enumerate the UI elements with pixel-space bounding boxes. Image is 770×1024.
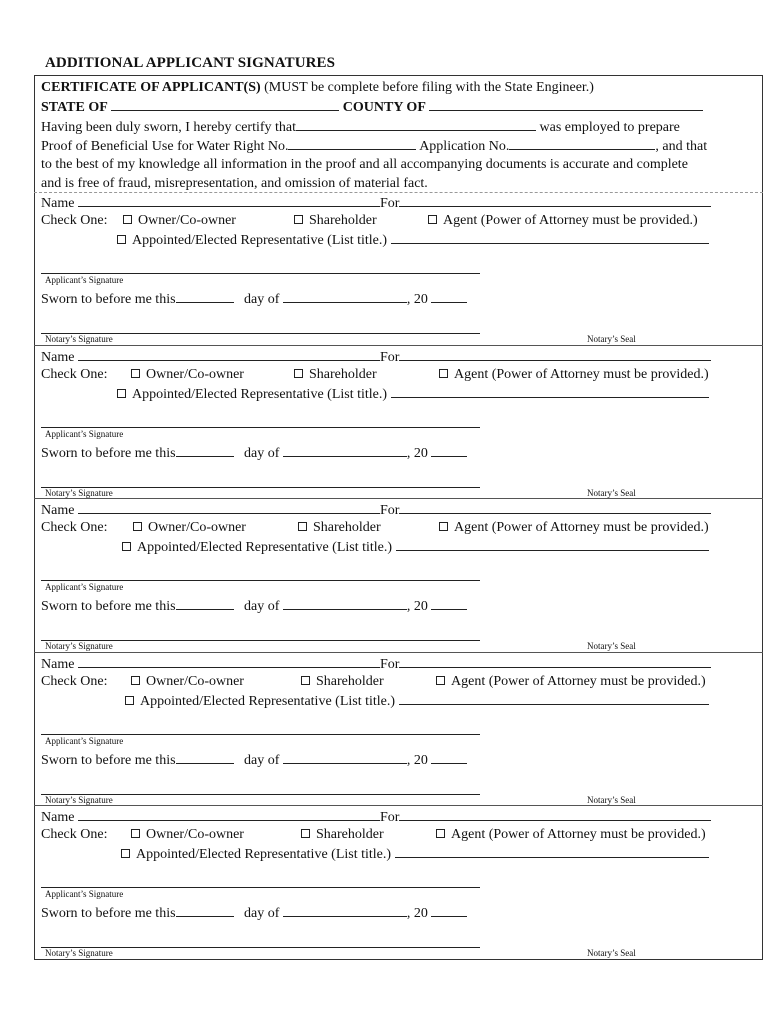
- year-prefix-label: , 20: [406, 446, 428, 461]
- appointed-checkbox-option[interactable]: [117, 385, 709, 403]
- name-field[interactable]: [78, 808, 380, 821]
- notary-seal-label: Notary’s Seal: [587, 948, 636, 958]
- shareholder-checkbox-option[interactable]: [298, 519, 381, 536]
- name-label: Name: [41, 657, 75, 672]
- agent-label: Agent (Power of Attorney must be provided.): [454, 367, 709, 382]
- applicant-signature-line[interactable]: [41, 427, 480, 428]
- name-field[interactable]: [78, 194, 380, 207]
- applicant-signature-label: Applicant’s Signature: [45, 275, 124, 285]
- shareholder-checkbox-option[interactable]: [294, 366, 377, 383]
- state-label: STATE OF: [41, 100, 108, 115]
- representative-title-field[interactable]: [396, 538, 709, 551]
- agent-checkbox[interactable]: [439, 522, 448, 531]
- owner-checkbox[interactable]: [131, 676, 140, 685]
- agent-label: Agent (Power of Attorney must be provided.): [451, 674, 706, 689]
- check-one-label: Check One:: [41, 674, 108, 689]
- owner-label: Owner/Co-owner: [146, 674, 244, 689]
- shareholder-label: Shareholder: [313, 520, 381, 535]
- sworn-month-field[interactable]: [283, 444, 407, 457]
- certificate-heading: CERTIFICATE OF APPLICANT(S): [41, 80, 261, 95]
- day-of-label: day of: [244, 753, 280, 768]
- owner-checkbox-option[interactable]: [133, 519, 246, 536]
- applicant-signature-line[interactable]: [41, 580, 480, 581]
- representative-title-field[interactable]: [399, 692, 709, 705]
- shareholder-checkbox[interactable]: [294, 215, 303, 224]
- agent-checkbox[interactable]: [436, 829, 445, 838]
- sworn-day-field[interactable]: [176, 751, 234, 764]
- applicant-signature-label: Applicant’s Signature: [45, 889, 124, 899]
- application-no-field[interactable]: [509, 137, 655, 150]
- applicant-signature-line[interactable]: [41, 273, 480, 274]
- state-county-row: [41, 98, 703, 116]
- agent-checkbox[interactable]: [428, 215, 437, 224]
- name-label: Name: [41, 503, 75, 518]
- applicant-signature-label: Applicant’s Signature: [45, 429, 124, 439]
- notary-signature-label: Notary’s Signature: [45, 641, 113, 651]
- shareholder-checkbox[interactable]: [301, 676, 310, 685]
- name-field[interactable]: [78, 655, 380, 668]
- appointed-checkbox[interactable]: [125, 696, 134, 705]
- certificate-heading-note: (MUST be complete before filing with the State Engineer.): [264, 80, 594, 95]
- employee-name-field[interactable]: [296, 118, 536, 131]
- certify-line-4: and is free of fraud, misrepresentation, and omission of material fact.: [41, 176, 428, 191]
- applicant-signature-label: Applicant’s Signature: [45, 736, 124, 746]
- shareholder-checkbox[interactable]: [301, 829, 310, 838]
- day-of-label: day of: [244, 906, 280, 921]
- block-divider: [34, 652, 763, 653]
- sworn-month-field[interactable]: [283, 904, 407, 917]
- year-prefix-label: , 20: [406, 753, 428, 768]
- owner-checkbox[interactable]: [131, 829, 140, 838]
- sworn-year-field[interactable]: [431, 751, 467, 764]
- notary-signature-label: Notary’s Signature: [45, 334, 113, 344]
- appointed-checkbox-option[interactable]: [125, 692, 709, 710]
- year-prefix-label: , 20: [406, 292, 428, 307]
- day-of-label: day of: [244, 599, 280, 614]
- sworn-row: [41, 290, 467, 308]
- certify-text-b: was employed to prepare: [539, 120, 680, 135]
- sworn-label: Sworn to before me this: [41, 906, 176, 921]
- representative-title-field[interactable]: [395, 845, 709, 858]
- for-label: For: [379, 810, 400, 825]
- agent-checkbox-option[interactable]: [439, 366, 709, 383]
- agent-label: Agent (Power of Attorney must be provided.): [454, 520, 709, 535]
- appointed-checkbox[interactable]: [122, 542, 131, 551]
- sworn-month-field[interactable]: [283, 751, 407, 764]
- certify-line-1: [41, 118, 680, 136]
- block-divider: [34, 805, 763, 806]
- name-row: [41, 501, 711, 519]
- representative-title-field[interactable]: [391, 385, 709, 398]
- agent-checkbox-option[interactable]: [428, 212, 698, 229]
- name-row: [41, 348, 711, 366]
- certify-text-c: , and that: [655, 139, 708, 154]
- applicant-signature-line[interactable]: [41, 734, 480, 735]
- shareholder-label: Shareholder: [316, 674, 384, 689]
- for-label: For: [379, 350, 400, 365]
- appointed-checkbox[interactable]: [121, 849, 130, 858]
- owner-checkbox[interactable]: [133, 522, 142, 531]
- owner-checkbox[interactable]: [123, 215, 132, 224]
- notary-seal-label: Notary’s Seal: [587, 795, 636, 805]
- year-prefix-label: , 20: [406, 906, 428, 921]
- certify-text-a: Having been duly sworn, I hereby certify that: [41, 120, 297, 135]
- sworn-year-field[interactable]: [431, 444, 467, 457]
- appointed-checkbox-option[interactable]: [122, 538, 709, 556]
- certify-line-2: [41, 137, 707, 155]
- notary-signature-label: Notary’s Signature: [45, 948, 113, 958]
- appointed-label: Appointed/Elected Representative (List title.): [136, 847, 392, 862]
- check-one-label: Check One:: [41, 520, 108, 535]
- for-field[interactable]: [399, 655, 711, 668]
- owner-checkbox-option[interactable]: [131, 826, 244, 843]
- certificate-heading-row: [41, 79, 594, 96]
- check-one-label: Check One:: [41, 213, 108, 228]
- for-field[interactable]: [399, 194, 711, 207]
- owner-checkbox-option[interactable]: [131, 673, 244, 690]
- water-right-field[interactable]: [288, 137, 416, 150]
- name-label: Name: [41, 810, 75, 825]
- notary-seal-label: Notary’s Seal: [587, 641, 636, 651]
- owner-label: Owner/Co-owner: [138, 213, 236, 228]
- agent-checkbox[interactable]: [439, 369, 448, 378]
- shareholder-checkbox-option[interactable]: [301, 826, 384, 843]
- agent-checkbox-option[interactable]: [436, 826, 706, 843]
- block-divider: [34, 192, 763, 193]
- for-field[interactable]: [399, 348, 711, 361]
- sworn-row: [41, 597, 467, 615]
- sworn-day-field[interactable]: [176, 444, 234, 457]
- shareholder-checkbox[interactable]: [298, 522, 307, 531]
- agent-checkbox[interactable]: [436, 676, 445, 685]
- day-of-label: day of: [244, 446, 280, 461]
- name-label: Name: [41, 350, 75, 365]
- sworn-month-field[interactable]: [283, 597, 407, 610]
- sworn-row: [41, 444, 467, 462]
- sworn-month-field[interactable]: [283, 290, 407, 303]
- appointed-checkbox-option[interactable]: [117, 231, 709, 249]
- page-title: ADDITIONAL APPLICANT SIGNATURES: [45, 55, 336, 71]
- sworn-label: Sworn to before me this: [41, 292, 176, 307]
- name-field[interactable]: [78, 348, 380, 361]
- shareholder-label: Shareholder: [316, 827, 384, 842]
- appointed-label: Appointed/Elected Representative (List title.): [132, 387, 388, 402]
- for-label: For: [379, 657, 400, 672]
- owner-checkbox[interactable]: [131, 369, 140, 378]
- for-field[interactable]: [399, 501, 711, 514]
- check-one-label: Check One:: [41, 367, 108, 382]
- water-right-label: Proof of Beneficial Use for Water Right No.: [41, 139, 289, 154]
- sworn-label: Sworn to before me this: [41, 753, 176, 768]
- sworn-year-field[interactable]: [431, 904, 467, 917]
- name-label: Name: [41, 196, 75, 211]
- day-of-label: day of: [244, 292, 280, 307]
- name-row: [41, 194, 711, 212]
- representative-title-field[interactable]: [391, 231, 709, 244]
- sworn-label: Sworn to before me this: [41, 446, 176, 461]
- owner-label: Owner/Co-owner: [146, 827, 244, 842]
- sworn-day-field[interactable]: [176, 290, 234, 303]
- check-one-label: Check One:: [41, 827, 108, 842]
- agent-checkbox-option[interactable]: [439, 519, 709, 536]
- appointed-checkbox[interactable]: [117, 389, 126, 398]
- agent-label: Agent (Power of Attorney must be provided.): [451, 827, 706, 842]
- sworn-row: [41, 751, 467, 769]
- certify-line-3: to the best of my knowledge all information in the proof and all accompanying documents is accurate and complete: [41, 157, 688, 172]
- appointed-checkbox[interactable]: [117, 235, 126, 244]
- owner-checkbox-option[interactable]: [131, 366, 244, 383]
- appointed-checkbox-option[interactable]: [121, 845, 709, 863]
- shareholder-checkbox[interactable]: [294, 369, 303, 378]
- shareholder-label: Shareholder: [309, 213, 377, 228]
- state-field[interactable]: [111, 98, 339, 111]
- block-divider: [34, 498, 763, 499]
- owner-checkbox-option[interactable]: [123, 212, 236, 229]
- block-divider: [34, 345, 763, 346]
- for-label: For: [379, 196, 400, 211]
- application-no-label: Application No.: [419, 139, 510, 154]
- shareholder-checkbox-option[interactable]: [301, 673, 384, 690]
- owner-label: Owner/Co-owner: [146, 367, 244, 382]
- appointed-label: Appointed/Elected Representative (List title.): [132, 233, 388, 248]
- sworn-year-field[interactable]: [431, 597, 467, 610]
- sworn-label: Sworn to before me this: [41, 599, 176, 614]
- notary-signature-label: Notary’s Signature: [45, 488, 113, 498]
- notary-signature-label: Notary’s Signature: [45, 795, 113, 805]
- name-row: [41, 808, 711, 826]
- notary-seal-label: Notary’s Seal: [587, 334, 636, 344]
- applicant-signature-label: Applicant’s Signature: [45, 582, 124, 592]
- shareholder-label: Shareholder: [309, 367, 377, 382]
- county-field[interactable]: [429, 98, 703, 111]
- agent-label: Agent (Power of Attorney must be provided.): [443, 213, 698, 228]
- county-label: COUNTY OF: [342, 100, 426, 115]
- appointed-label: Appointed/Elected Representative (List title.): [137, 540, 393, 555]
- applicant-signature-line[interactable]: [41, 887, 480, 888]
- name-field[interactable]: [78, 501, 380, 514]
- year-prefix-label: , 20: [406, 599, 428, 614]
- sworn-day-field[interactable]: [176, 597, 234, 610]
- for-field[interactable]: [399, 808, 711, 821]
- name-row: [41, 655, 711, 673]
- appointed-label: Appointed/Elected Representative (List title.): [140, 694, 396, 709]
- for-label: For: [379, 503, 400, 518]
- sworn-year-field[interactable]: [431, 290, 467, 303]
- owner-label: Owner/Co-owner: [148, 520, 246, 535]
- shareholder-checkbox-option[interactable]: [294, 212, 377, 229]
- sworn-row: [41, 904, 467, 922]
- sworn-day-field[interactable]: [176, 904, 234, 917]
- agent-checkbox-option[interactable]: [436, 673, 706, 690]
- notary-seal-label: Notary’s Seal: [587, 488, 636, 498]
